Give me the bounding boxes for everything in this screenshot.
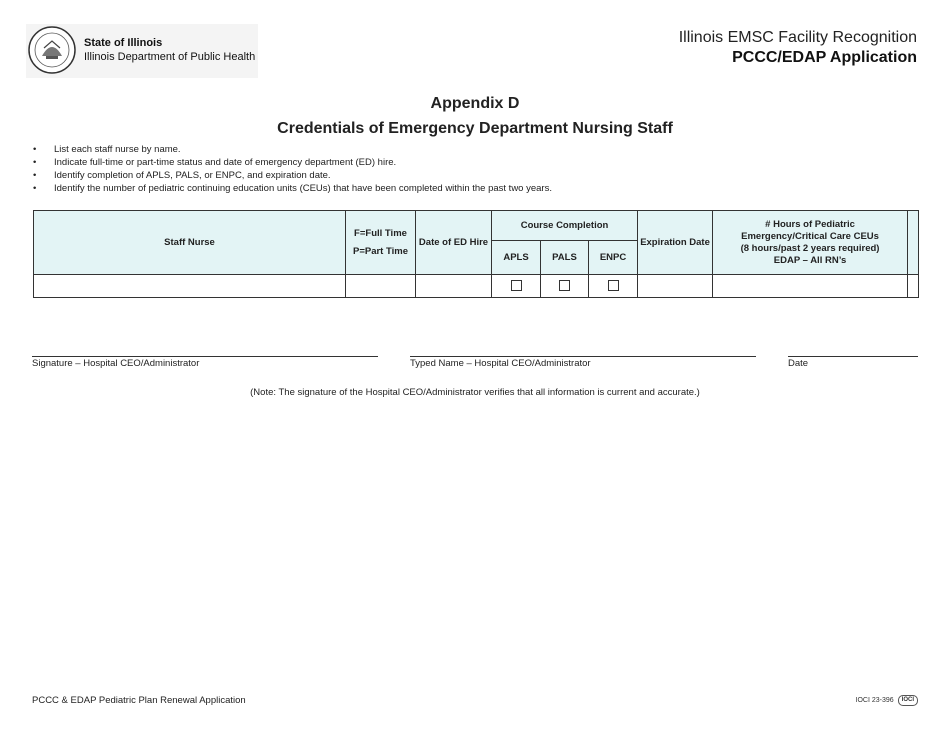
header-pals: PALS	[541, 241, 589, 275]
typed-name-line[interactable]	[410, 356, 756, 357]
footer-form-id	[856, 695, 918, 706]
header-apls: APLS	[492, 241, 541, 275]
logo-department: Illinois Department of Public Health	[84, 51, 256, 63]
date-line[interactable]	[788, 356, 918, 357]
staff-nurse-input[interactable]	[34, 275, 346, 298]
bullet-icon: •	[33, 170, 37, 181]
idph-logo	[26, 24, 258, 78]
page-subtitle: Credentials of Emergency Department Nursing Staff	[277, 120, 673, 137]
footer-title: PCCC & EDAP Pediatric Plan Renewal Application	[32, 695, 246, 706]
header-course-completion: Course Completion	[492, 211, 638, 241]
header-ceu-required: (8 hours/past 2 years required)	[740, 242, 880, 254]
header-staff-nurse: Staff Nurse	[34, 211, 346, 275]
pals-cell	[541, 275, 589, 298]
signature-note: (Note: The signature of the Hospital CEO/Administrator verifies that all information is current and accurate.)	[250, 387, 700, 398]
bullet-icon: •	[33, 157, 37, 168]
header-expiration: Expiration Date	[638, 211, 713, 275]
appendix-title: Appendix D	[430, 95, 520, 112]
header-enpc: ENPC	[589, 241, 638, 275]
signature-label: Signature – Hospital CEO/Administrator	[32, 358, 200, 369]
spacer-cell	[908, 275, 919, 298]
form-number: IOCI 23-396	[855, 697, 894, 704]
header-ceu-edap: EDAP – All RN’s	[773, 254, 847, 266]
program-name: Illinois EMSC Facility Recognition	[678, 29, 917, 46]
logo-state-name: State of Illinois	[84, 37, 163, 49]
enpc-cell	[589, 275, 638, 298]
expiration-input[interactable]	[638, 275, 713, 298]
list-item: • Identify completion of APLS, PALS, or ENPC, and expiration date.	[33, 170, 331, 181]
state-seal-icon	[28, 26, 76, 74]
apls-checkbox[interactable]	[511, 280, 522, 291]
header-part-time: P=Part Time	[352, 245, 408, 257]
list-item: • Indicate full-time or part-time status and date of emergency department (ED) hire.	[33, 157, 397, 168]
header-date-hire: Date of ED Hire	[416, 211, 492, 275]
application-name: PCCC/EDAP Application	[732, 49, 917, 66]
header-spacer	[908, 211, 919, 275]
typed-name-label: Typed Name – Hospital CEO/Administrator	[410, 358, 591, 369]
header-ceu-title: # Hours of Pediatric Emergency/Critical Care CEUs	[741, 218, 879, 242]
list-item: • List each staff nurse by name.	[33, 144, 181, 155]
date-label: Date	[788, 358, 809, 369]
ceu-hours-input[interactable]	[713, 275, 908, 298]
ioci-logo-icon: IOCI	[898, 695, 918, 706]
enpc-checkbox[interactable]	[608, 280, 619, 291]
nursing-staff-table	[33, 210, 919, 298]
status-input[interactable]	[346, 275, 416, 298]
list-item: • Identify the number of pediatric continuing education units (CEUs) that have been completed within the past two years.	[33, 183, 552, 194]
signature-line[interactable]	[32, 356, 378, 357]
apls-cell	[492, 275, 541, 298]
header-ceu	[713, 211, 908, 275]
header-status	[346, 211, 416, 275]
table-row	[34, 275, 919, 298]
bullet-icon: •	[33, 144, 37, 155]
header-title-block	[679, 29, 917, 67]
instructions-list	[31, 143, 552, 195]
date-hire-input[interactable]	[416, 275, 492, 298]
pals-checkbox[interactable]	[559, 280, 570, 291]
header-full-time: F=Full Time	[354, 227, 407, 239]
bullet-icon: •	[33, 183, 37, 194]
